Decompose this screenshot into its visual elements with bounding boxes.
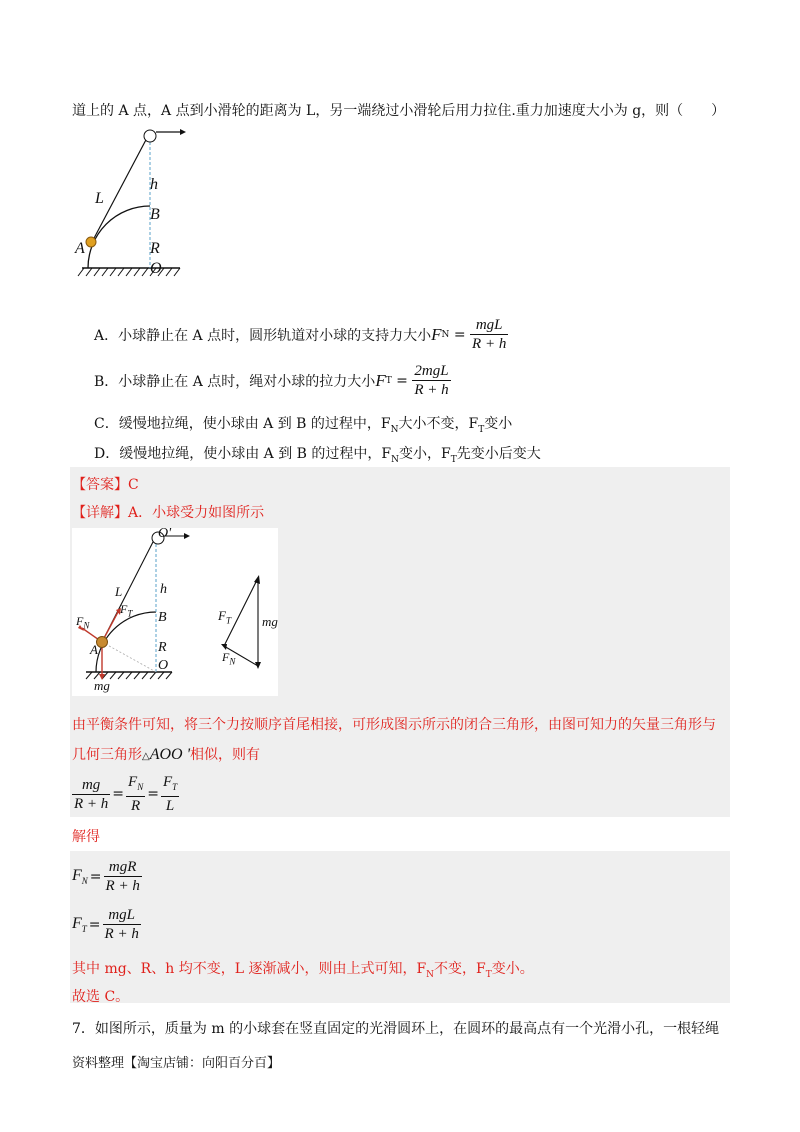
option-a-lhs-sub: N (441, 329, 450, 340)
explanation-p1: 由平衡条件可知，将三个力按顺序首尾相接，可形成图示所示的闭合三角形，由图可知力的矢量三角形与 (72, 717, 716, 733)
figure-force-diagram (72, 528, 278, 696)
fig2-label-FT: $F_T$ (120, 602, 133, 619)
equation-similarity: $\frac{mg}{R + h}$ = $\frac{F_N}{R}$ = $\frac{F_T}{L}$ (74, 774, 178, 814)
label-R: R (150, 240, 160, 257)
detail-line: 【详解】A．小球受力如图所示 (72, 505, 265, 521)
next-question: 7．如图所示，质量为 m 的小球套在竖直固定的光滑圆环上，在圆环的最高点有一个光滑小孔，一根轻绳 (72, 1021, 720, 1037)
fig2-label-h: h (160, 582, 167, 597)
option-a: A．小球静止在 A 点时，圆形轨道对小球的支持力大小 F N = $\frac{\text{mgL}}{R + h}$ (94, 317, 507, 352)
answer-shade-2 (70, 851, 730, 1003)
label-O: O (150, 260, 162, 277)
fig2-tri-mg: mg (262, 614, 278, 629)
label-B: B (150, 206, 160, 223)
label-h: h (150, 176, 158, 193)
solve-label: 解得 (72, 829, 100, 845)
option-c: C．缓慢地拉绳，使小球由 A 到 B 的过程中，$F_N$大小不变，$F_T$变小 (94, 416, 513, 435)
fig2-label-A: A (90, 642, 98, 657)
label-L: L (95, 190, 104, 207)
fig2-tri-FT: $F_T$ (218, 608, 231, 626)
option-a-lhs: F (431, 324, 442, 344)
fig2-label-O-prime: O' (158, 526, 172, 541)
fig2-label-mg: mg (94, 678, 110, 693)
footer: 资料整理【淘宝店铺：向阳百分百】 (72, 1056, 281, 1071)
fig2-label-FN: $F_N$ (76, 614, 90, 631)
option-b-lhs-sub: T (385, 375, 392, 386)
answer-line: 【答案】C (72, 477, 139, 493)
explanation-p2: 几何三角形△AOO '相似，则有 (72, 746, 261, 763)
label-A: A (75, 240, 85, 257)
fig2-tri-FN: $F_N$ (222, 650, 236, 667)
fig2-label-R: R (158, 640, 167, 655)
figure-pulley-track (70, 122, 200, 287)
fig2-label-O: O (158, 658, 169, 673)
explanation-p3: 其中 mg、R、h 均不变，L 逐渐减小，则由上式可知，$F_N$不变，$F_T$变小。 (72, 961, 534, 980)
conclusion: 故选 C。 (72, 989, 130, 1005)
equation-FT: $F_T$ = $\frac{\text{mgL}}{R + h}$ (72, 907, 139, 942)
option-b-text: B．小球静止在 A 点时，绳对小球的拉力大小 (94, 373, 376, 390)
option-a-fraction: $\frac{\text{mgL}}{R + h}$ (472, 317, 507, 352)
option-a-text: A．小球静止在 A 点时，圆形轨道对小球的支持力大小 (94, 327, 432, 344)
option-b-lhs: F (375, 370, 386, 390)
fig2-label-L: L (115, 584, 123, 599)
equation-FN: $F_N$ = $\frac{\text{mgR}}{R + h}$ (72, 859, 140, 894)
option-b-fraction: $\frac{\text{2mgL}}{R + h}$ (414, 363, 449, 398)
fig2-label-B: B (158, 610, 167, 625)
option-b: B．小球静止在 A 点时，绳对小球的拉力大小 F T = $\frac{\text{2mgL}}{R + h}$ (94, 363, 449, 398)
option-d: D．缓慢地拉绳，使小球由 A 到 B 的过程中，$F_N$变小，$F_T$先变小后变大 (94, 446, 541, 465)
question-text: 道上的 A 点，A 点到小滑轮的距离为 L，另一端绕过小滑轮后用力拉住.重力加速度大小为 g，则（ ） (72, 103, 726, 119)
